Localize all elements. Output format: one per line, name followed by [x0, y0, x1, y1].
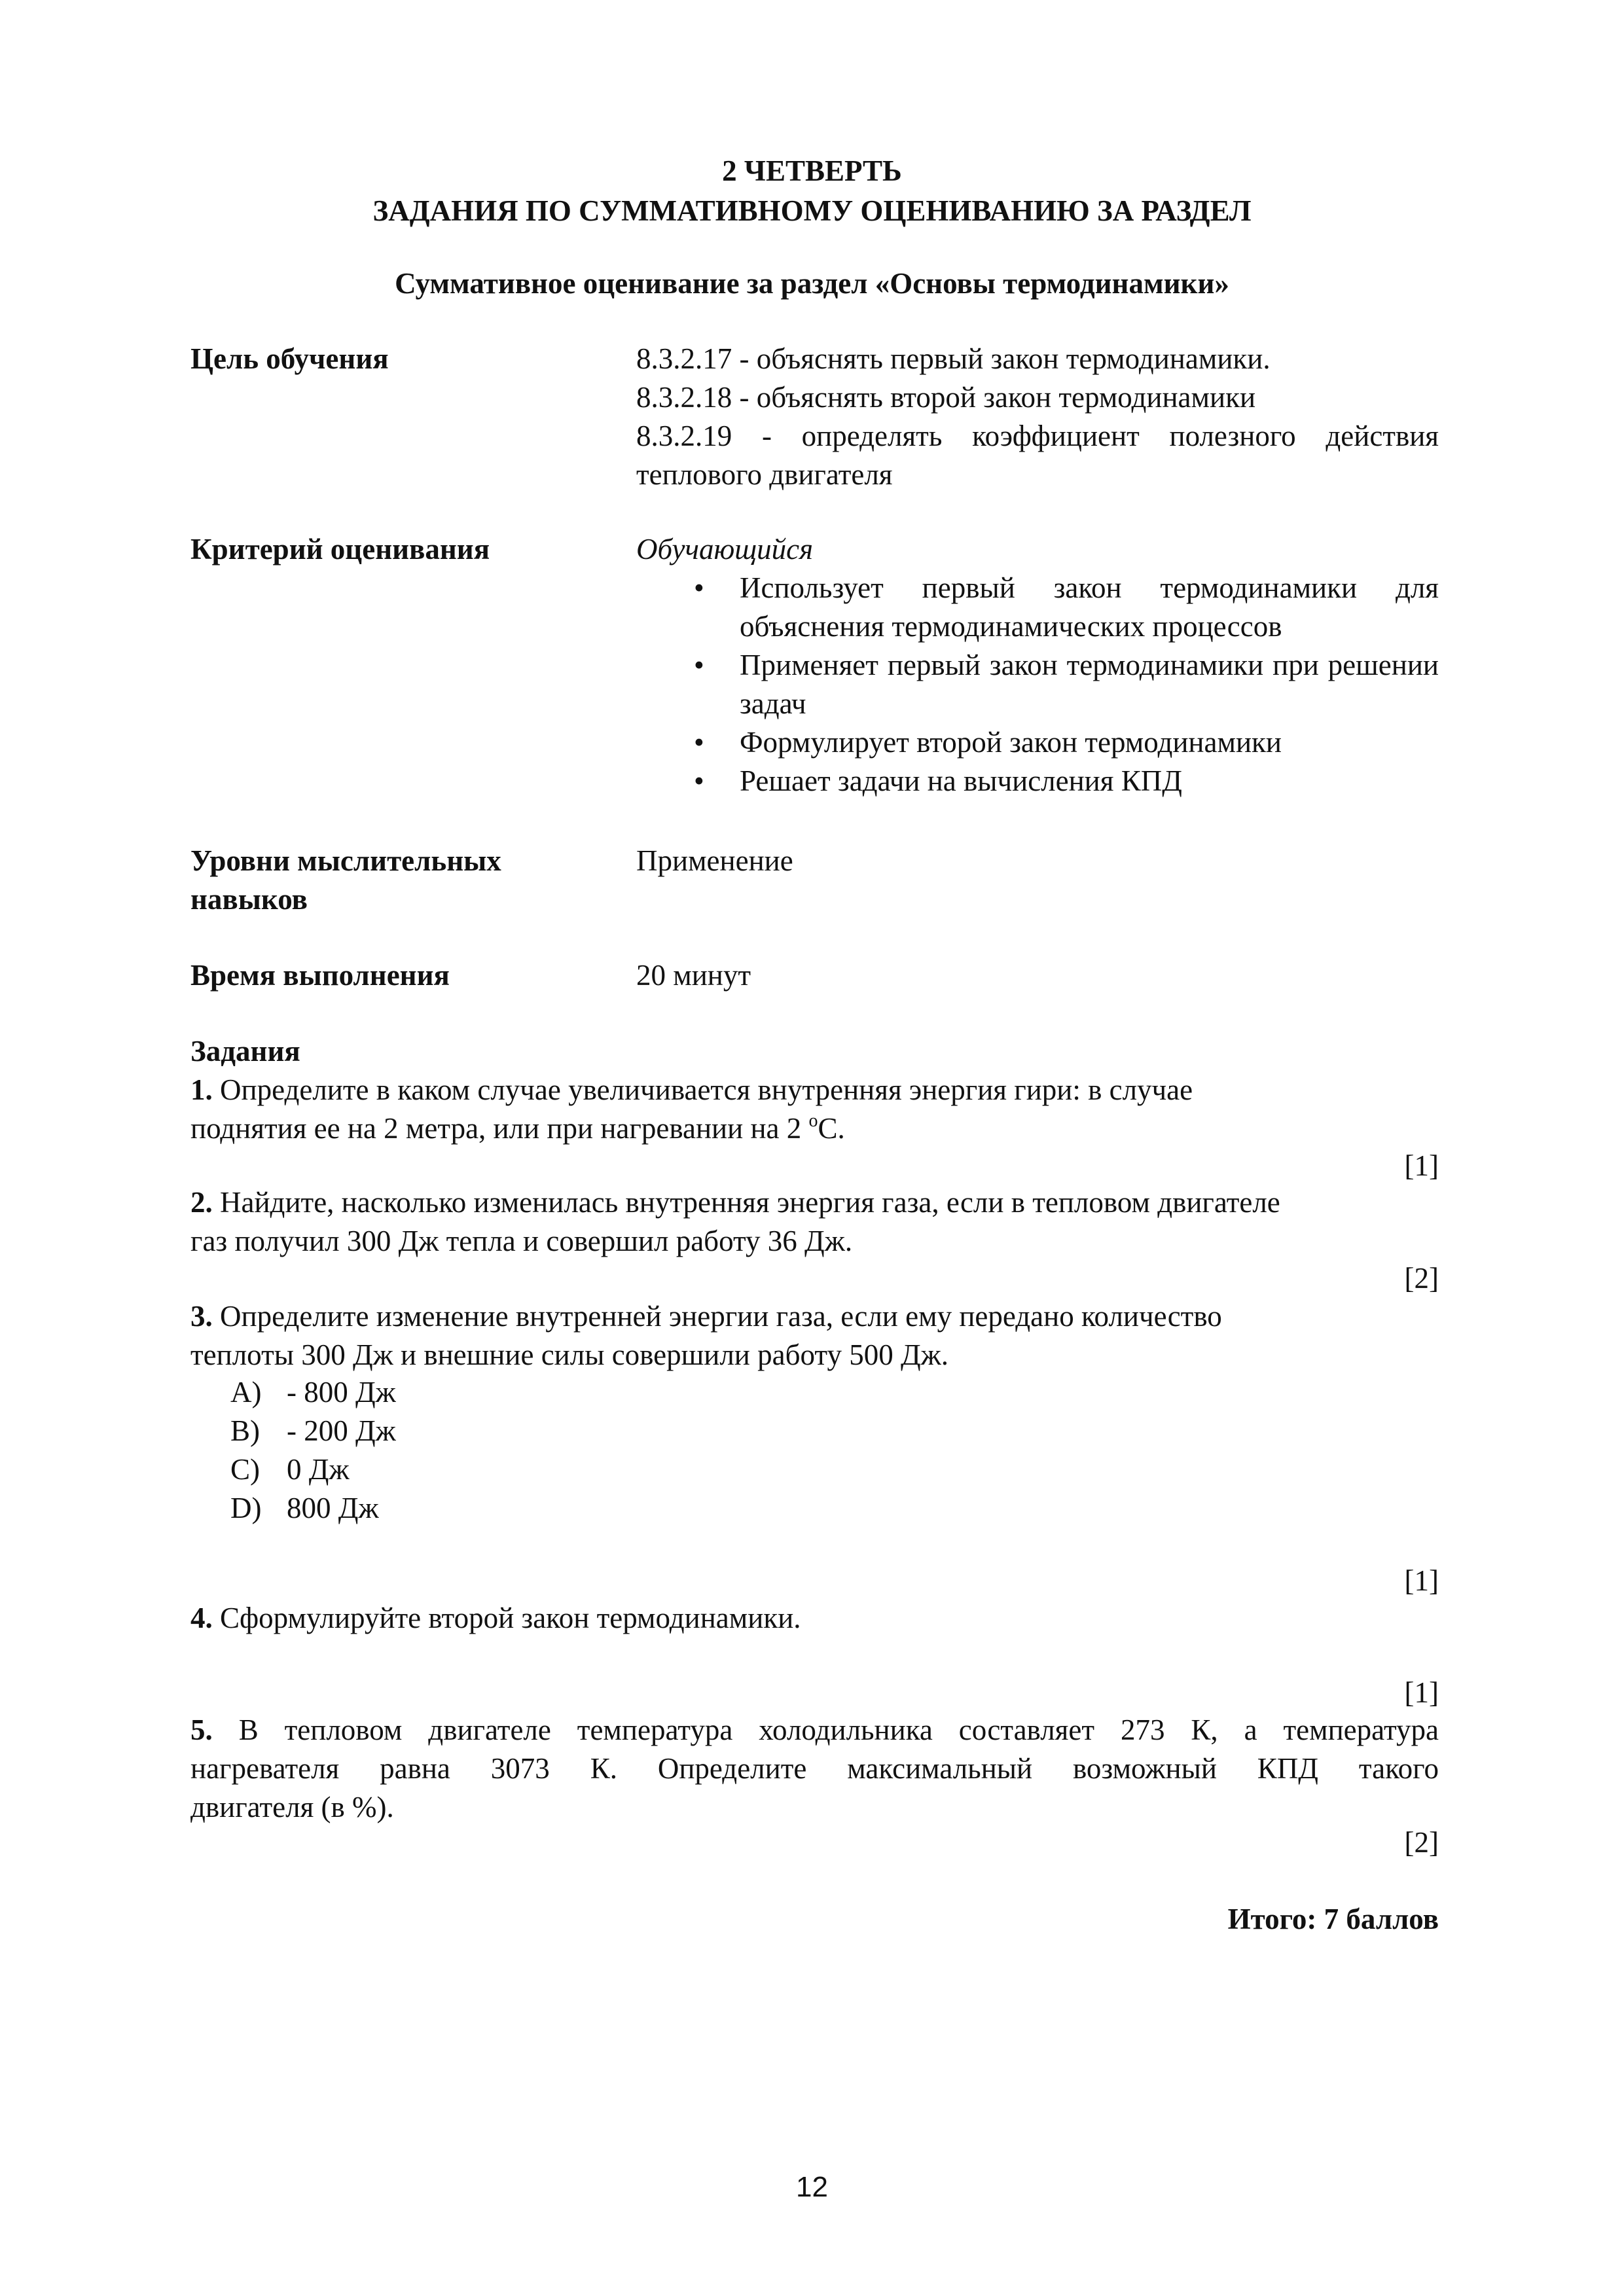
option-letter: D) — [230, 1492, 262, 1524]
option-text: 800 Дж — [287, 1492, 379, 1524]
option-c — [230, 1450, 396, 1489]
degree-sign: o — [808, 1111, 818, 1131]
task-4-score: [1] — [1404, 1676, 1439, 1709]
task-2-score: [2] — [1404, 1262, 1439, 1295]
skills-label-line-2: навыков — [190, 883, 308, 916]
page-number: 12 — [796, 2171, 828, 2203]
task-1-text-2: поднятия ее на 2 метра, или при нагревании на 2 — [190, 1112, 809, 1145]
task-3-number: 3. — [190, 1300, 213, 1333]
goal-line-2: 8.3.2.18 - объяснять второй закон термодинамики — [636, 381, 1256, 414]
criteria-list — [694, 569, 1439, 800]
task-3-line-1 — [190, 1297, 1439, 1336]
option-b — [230, 1412, 396, 1450]
criteria-item: • Использует первый закон термодинамики для объяснения термодинамических процессов — [694, 569, 1439, 646]
task-4-number: 4. — [190, 1602, 213, 1634]
task-5-number: 5. — [190, 1713, 213, 1746]
task-2-number: 2. — [190, 1186, 213, 1219]
task-4-line — [190, 1599, 1439, 1638]
skills-label-line-1: Уровни мыслительных — [190, 844, 501, 877]
task-4-text: Сформулируйте второй закон термодинамики. — [220, 1602, 801, 1634]
task-1-line-1 — [190, 1071, 1439, 1109]
task-1-score: [1] — [1404, 1149, 1439, 1182]
criteria-label: Критерий оценивания — [190, 533, 490, 565]
option-letter: A) — [230, 1376, 262, 1408]
time-value: 20 минут — [636, 959, 751, 992]
task-3-text: Определите изменение внутренней энергии газа, если ему передано количество — [220, 1300, 1222, 1333]
option-letter: C) — [230, 1453, 260, 1486]
task-2-text: Найдите, насколько изменилась внутренняя энергия газа, если в тепловом двигателе — [220, 1186, 1280, 1219]
section-title: ЗАДАНИЯ ПО СУММАТИВНОМУ ОЦЕНИВАНИЮ ЗА РАЗДЕЛ — [372, 194, 1252, 227]
criteria-item: • Формулирует второй закон термодинамики — [694, 723, 1439, 762]
goal-line-1: 8.3.2.17 - объяснять первый закон термодинамики. — [636, 342, 1271, 375]
quarter-heading: 2 ЧЕТВЕРТЬ — [722, 154, 902, 187]
option-a — [230, 1373, 396, 1412]
task-5-line-2: нагревателя равна 3073 К. Определите максимальный возможный КПД такого — [190, 1752, 1439, 1785]
task-5-line-1 — [190, 1711, 1439, 1749]
task-3-score: [1] — [1404, 1564, 1439, 1597]
goal-line-4: теплового двигателя — [636, 458, 893, 491]
goal-line-3: 8.3.2.19 - определять коэффициент полезного действия — [636, 420, 1439, 452]
criteria-item: • Применяет первый закон термодинамики при решении задач — [694, 646, 1439, 723]
assessment-subtitle: Суммативное оценивание за раздел «Основы термодинамики» — [395, 267, 1229, 300]
task-1-line-2 — [190, 1109, 1439, 1148]
task-2-line-2: газ получил 300 Дж тепла и совершил работу 36 Дж. — [190, 1225, 853, 1257]
criteria-intro: Обучающийся — [636, 533, 814, 565]
task-2-line-1 — [190, 1183, 1439, 1222]
time-label: Время выполнения — [190, 959, 450, 992]
criteria-item: • Решает задачи на вычисления КПД — [694, 762, 1439, 800]
option-text: 0 Дж — [287, 1453, 350, 1486]
task-5-line-3: двигателя (в %). — [190, 1791, 394, 1823]
task-1-number: 1. — [190, 1073, 213, 1106]
task-5-score: [2] — [1404, 1826, 1439, 1859]
option-letter: B) — [230, 1414, 260, 1447]
option-text: - 800 Дж — [287, 1376, 396, 1408]
option-text: - 200 Дж — [287, 1414, 396, 1447]
task-3-line-2: теплоты 300 Дж и внешние силы совершили работу 500 Дж. — [190, 1338, 949, 1371]
task-1-text: Определите в каком случае увеличивается внутренняя энергия гири: в случае — [220, 1073, 1193, 1106]
total-score: Итого: 7 баллов — [1227, 1903, 1439, 1935]
tasks-heading: Задания — [190, 1035, 300, 1067]
option-d — [230, 1489, 396, 1528]
task-3-options — [230, 1373, 396, 1528]
goal-label: Цель обучения — [190, 342, 389, 375]
task-1-unit: С. — [818, 1112, 845, 1145]
skills-value: Применение — [636, 844, 793, 877]
task-5-text: В тепловом двигателе температура холодильника составляет 273 К, а температура — [238, 1713, 1439, 1746]
